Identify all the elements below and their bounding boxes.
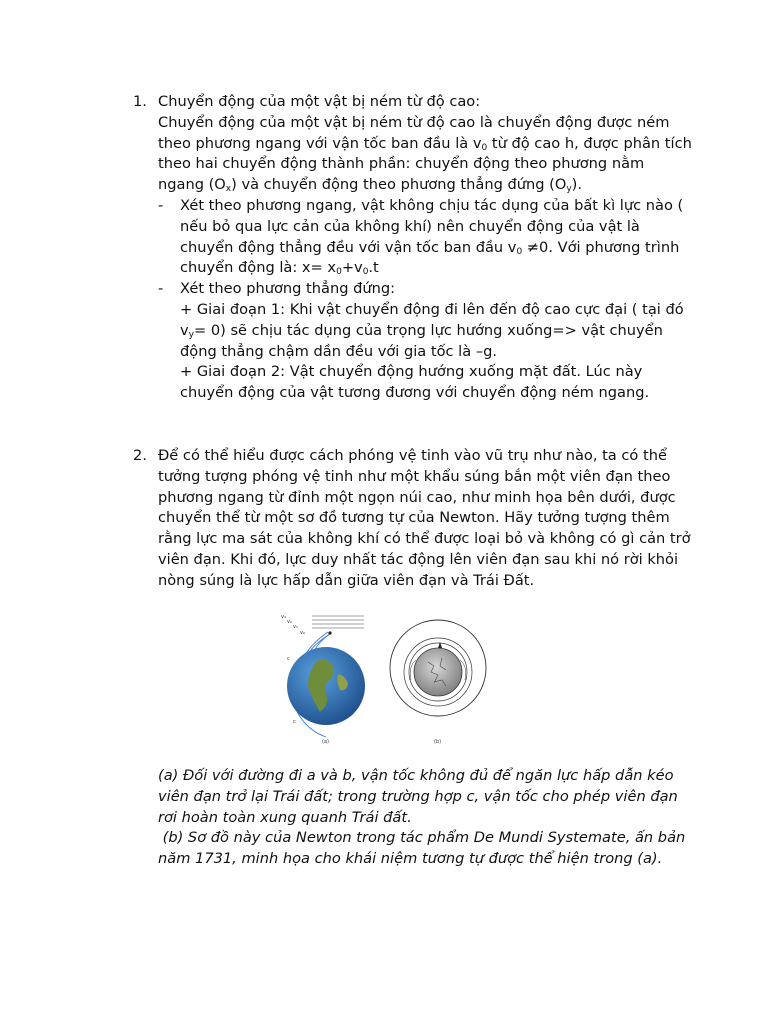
section1-intro: Chuyển động của một vật bị ném từ độ cao là chuyển động được ném theo phương ngang với vận tốc ban đầu là $v_0$ từ độ cao h, được phân tích theo hai chuyển động thành phần: chuyển động theo phương nằm ngang $(O_x)$ và chuyển động theo phương thẳng đứng $(O_y)$. (158, 113, 692, 195)
svg-text:c: c (293, 719, 296, 725)
caption-a: (a) Đối với đường đi a và b, vận tốc không đủ để ngăn lực hấp dẫn kéo viên đạn trở lại Trái đất; trong trường hợp c, vận tốc cho phép viên đạn rơi hoàn toàn xung quanh Trái đất. (158, 767, 678, 826)
figure (278, 612, 493, 747)
section2-paragraph: Để có thể hiểu được cách phóng vệ tinh vào vũ trụ như nào, ta có thể tưởng tượng phóng vệ tinh như một khẩu súng bắn một viên đạn theo phương ngang từ đỉnh một ngọn núi cao, như minh họa bên dưới, được chuyển thể từ một sơ đồ tương tự của Newton. Hãy tưởng tượng thêm rằng lực ma sát của không khí có thể được loại bỏ và không có gì cản trở viên đạn. Khi đó, lực duy nhất tác động lên viên đạn sau khi nó rời khỏi nòng súng là lực hấp dẫn giữa viên đạn và Trái Đất. (158, 447, 691, 589)
svg-text:(a): (a) (322, 739, 329, 745)
list-item-1 (133, 92, 693, 404)
list-number-1: 1. (133, 93, 147, 110)
caption-b: (b) Sơ đồ này của Newton trong tác phẩm De Mundi Systemate, ấn bản năm 1731, minh họa cho khái niệm tương tự được thể hiện trong (a). (158, 829, 690, 868)
bullet-vertical: - Xét theo phương thẳng đứng: + Giai đoạn 1: Khi vật chuyển động đi lên đến độ cao cực đại ( tại đó $v_y= 0$) sẽ chịu tác dụng của trọng lực hướng xuống=> vật chuyển động thẳng chậm dần đều với gia tốc là –g. + Giai đoạn 2: Vật chuyển động hướng xuống mặt đất. Lúc này chuyển động của vật tương đương với chuyển động ném ngang. (180, 279, 693, 404)
bullet-dash: - (158, 196, 164, 214)
figure-caption (158, 766, 698, 870)
svg-text:v₃: v₃ (281, 614, 286, 620)
svg-text:v₁: v₁ (293, 624, 298, 630)
svg-text:v₀: v₀ (300, 630, 305, 636)
phase-2: + Giai đoạn 2: Vật chuyển động hướng xuống mặt đất. Lúc này chuyển động của vật tương đương với chuyển động ném ngang. (180, 363, 650, 402)
bullet-horizontal: - Xét theo phương ngang, vật không chịu tác dụng của bất kì lực nào ( nếu bỏ qua lực cản của không khí) nên chuyển động của vật là chuyển động thẳng đều với vận tốc ban đầu $v_0 \ne 0$. Với phương trình chuyển động là: $x= x_0+v_0.t$ (158, 196, 684, 278)
svg-text:(b): (b) (434, 739, 442, 745)
list-item-2 (133, 446, 693, 592)
section1-heading: Chuyển động của một vật bị ném từ độ cao: (158, 93, 481, 110)
bullet-dash: - (158, 280, 164, 298)
list-number-2: 2. (133, 447, 147, 464)
newton-cannonball-diagram-icon (390, 620, 486, 745)
phase-1: + Giai đoạn 1: Khi vật chuyển động đi lên đến độ cao cực đại ( tại đó $v_y= 0$) sẽ chịu tác dụng của trọng lực hướng xuống=> vật chuyển động thẳng chậm dần đều với gia tốc là –g. (180, 300, 684, 360)
svg-text:c: c (287, 656, 290, 662)
svg-text:v₂: v₂ (287, 619, 292, 625)
earth-projectile-diagram-icon (278, 612, 493, 747)
